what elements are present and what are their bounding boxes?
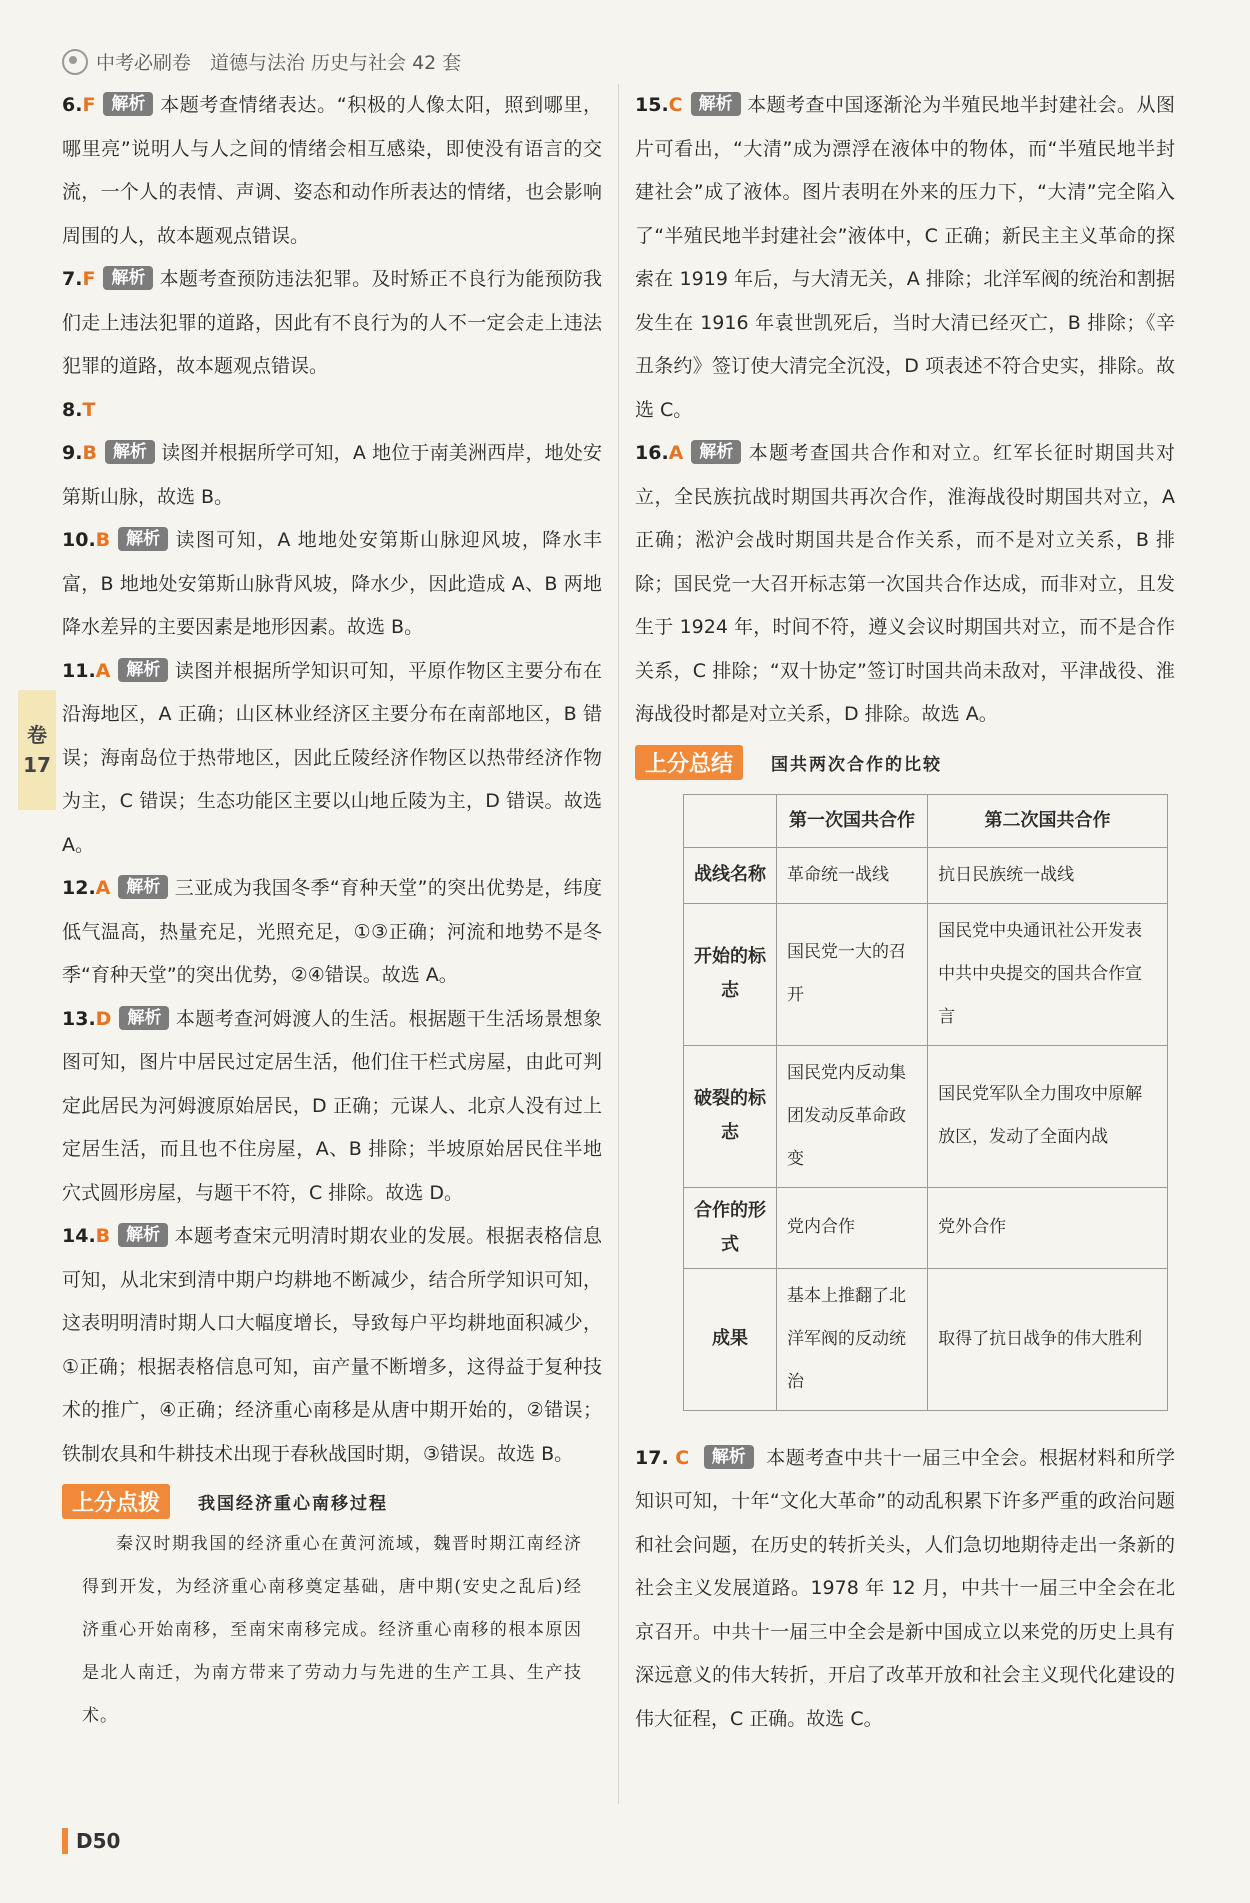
analysis-tag: 解析 bbox=[118, 527, 168, 551]
table-row bbox=[684, 1045, 1168, 1187]
analysis-text: 读图可知，A 地地处安第斯山脉迎风坡，降水丰富，B 地地处安第斯山脉背风坡，降水少，因此造成 A、B 两地降水差异的主要因素是地形因素。故选 B。 bbox=[62, 529, 602, 638]
answer-item bbox=[62, 1215, 602, 1476]
table-cell: 国民党军队全力围攻中原解放区，发动了全面内战 bbox=[928, 1045, 1168, 1187]
analysis-tag: 解析 bbox=[691, 440, 741, 464]
analysis-text: 本题考查国共合作和对立。红军长征时期国共对立，全民族抗战时期国共再次合作，淮海战役时期国共对立，A 正确；淞沪会战时期国共是合作关系，而不是对立关系，B 排除；国民党一大召开标志第一次国共合作达成，而非对立，且发生于 1924 年，时间不符，遵义会议时期国共对立，而不是合作关系，C 排除；“双十协定”签订时国共尚未敌对，平津战役、淮海战役时都是对立关系，D 排除。故选 A。 bbox=[635, 442, 1175, 725]
question-number: 17. bbox=[635, 1446, 669, 1469]
table-row bbox=[684, 847, 1168, 903]
box-heading: 我国经济重心南移过程 bbox=[198, 1494, 389, 1514]
left-column bbox=[62, 84, 602, 1738]
box-tag: 上分点拨 bbox=[62, 1484, 170, 1519]
answer-item bbox=[635, 1437, 1175, 1742]
analysis-text: 本题考查中共十一届三中全会。根据材料和所学知识可知，十年“文化大革命”的动乱积累下许多严重的政治问题和社会问题，在历史的转折关头，人们急切地期待走出一条新的社会主义发展道路。1978 年 12 月，中共十一届三中全会在北京召开。中共十一届三中全会是新中国成立以来党的历史上具有深远意义的伟大转折，开启了改革开放和社会主义现代化建设的伟大征程，C 正确。故选 C。 bbox=[635, 1446, 1175, 1730]
answer-item bbox=[62, 519, 602, 650]
table-cell: 取得了抗日战争的伟大胜利 bbox=[928, 1268, 1168, 1410]
answer-letter: A bbox=[668, 442, 684, 464]
page-header bbox=[62, 48, 461, 75]
answer-letter: D bbox=[95, 1007, 112, 1030]
table-row bbox=[684, 1187, 1168, 1268]
question-number: 12. bbox=[62, 877, 96, 899]
table-cell: 革命统一战线 bbox=[777, 847, 928, 903]
analysis-text: 读图并根据所学知识可知，平原作物区主要分布在沿海地区，A 正确；山区林业经济区主要分布在南部地区，B 错误；海南岛位于热带地区，因此丘陵经济作物区以热带经济作物为主，C 错误；生态功能区主要以山地丘陵为主，D 错误。故选 A。 bbox=[62, 659, 602, 856]
analysis-tag: 解析 bbox=[103, 92, 153, 116]
table-cell: 党内合作 bbox=[777, 1187, 928, 1268]
answer-letter: F bbox=[82, 268, 96, 290]
volume-tab-number: 17 bbox=[23, 753, 51, 777]
answer-letter: C bbox=[668, 94, 683, 116]
page-footer bbox=[62, 1828, 120, 1854]
analysis-tag: 解析 bbox=[118, 875, 168, 899]
answer-letter: B bbox=[95, 529, 111, 551]
answer-letter: C bbox=[675, 1446, 690, 1469]
question-number: 11. bbox=[62, 659, 96, 682]
row-header: 破裂的标志 bbox=[684, 1045, 777, 1187]
volume-tab bbox=[18, 690, 56, 810]
analysis-text: 三亚成为我国冬季“育种天堂”的突出优势是，纬度低气温高，热量充足，光照充足，①③正确；河流和地势不是冬季“育种天堂”的突出优势，②④错误。故选 A。 bbox=[62, 877, 602, 986]
row-header: 成果 bbox=[684, 1268, 777, 1410]
analysis-tag: 解析 bbox=[118, 1223, 168, 1247]
question-number: 14. bbox=[62, 1225, 96, 1247]
question-number: 15. bbox=[635, 94, 669, 116]
answer-letter: A bbox=[95, 877, 111, 899]
answer-item bbox=[62, 998, 602, 1216]
analysis-tag: 解析 bbox=[105, 440, 155, 464]
page-number: D50 bbox=[76, 1829, 121, 1853]
row-header: 合作的形式 bbox=[684, 1187, 777, 1268]
answer-letter: B bbox=[95, 1225, 111, 1247]
question-number: 10. bbox=[62, 529, 96, 551]
answer-item bbox=[635, 432, 1175, 737]
table-cell: 国民党一大的召开 bbox=[777, 903, 928, 1045]
analysis-text: 本题考查情绪表达。“积极的人像太阳，照到哪里，哪里亮”说明人与人之间的情绪会相互感染，即使没有语言的交流，一个人的表情、声调、姿态和动作所表达的情绪，也会影响周围的人，故本题观点错误。 bbox=[62, 94, 602, 247]
analysis-tag: 解析 bbox=[119, 1006, 169, 1030]
table-header: 第一次国共合作 bbox=[777, 794, 928, 847]
table-cell: 基本上推翻了北洋军阀的反动统治 bbox=[777, 1268, 928, 1410]
right-summary-box bbox=[635, 745, 1175, 1411]
answer-letter: F bbox=[82, 94, 96, 116]
comparison-table bbox=[683, 794, 1168, 1411]
header-title: 中考必刷卷 道德与法治 历史与社会 42 套 bbox=[96, 52, 462, 74]
answer-item bbox=[62, 650, 602, 868]
analysis-tag: 解析 bbox=[103, 266, 153, 290]
answer-letter: B bbox=[82, 442, 97, 464]
table-cell: 国民党中央通讯社公开发表中共中央提交的国共合作宣言 bbox=[928, 903, 1168, 1045]
answer-letter: A bbox=[95, 659, 111, 682]
answer-item bbox=[62, 389, 602, 433]
analysis-text: 本题考查预防违法犯罪。及时矫正不良行为能预防我们走上违法犯罪的道路，因此有不良行为的人不一定会走上违法犯罪的道路，故本题观点错误。 bbox=[62, 268, 602, 377]
right-column bbox=[635, 84, 1175, 1741]
question-number: 6. bbox=[62, 94, 83, 116]
column-divider bbox=[618, 84, 619, 1804]
answer-item bbox=[62, 867, 602, 998]
left-summary-box bbox=[62, 1484, 602, 1738]
row-header: 战线名称 bbox=[684, 847, 777, 903]
analysis-text: 读图并根据所学可知，A 地位于南美洲西岸，地处安第斯山脉，故选 B。 bbox=[62, 442, 602, 508]
volume-tab-label: 卷 bbox=[27, 723, 47, 747]
question-number: 9. bbox=[62, 442, 83, 464]
box-tag: 上分总结 bbox=[635, 745, 743, 780]
table-corner bbox=[684, 794, 777, 847]
analysis-text: 本题考查宋元明清时期农业的发展。根据表格信息可知，从北宋到清中期户均耕地不断减少，结合所学知识可知，这表明明清时期人口大幅度增长，导致每户平均耕地面积减少，①正确；根据表格信息可知，亩产量不断增多，这得益于复种技术的推广，④正确；经济重心南移是从唐中期开始的，②错误；铁制农具和牛耕技术出现于春秋战国时期，③错误。故选 B。 bbox=[62, 1225, 602, 1465]
question-number: 7. bbox=[62, 268, 83, 290]
analysis-tag: 解析 bbox=[691, 92, 741, 116]
question-number: 13. bbox=[62, 1007, 96, 1030]
analysis-text: 本题考查中国逐渐沦为半殖民地半封建社会。从图片可看出，“大清”成为漂浮在液体中的物体，而“半殖民地半封建社会”成了液体。图片表明在外来的压力下，“大清”完全陷入了“半殖民地半封建社会”液体中，C 正确；新民主主义革命的探索在 1919 年后，与大清无关，A 排除；北洋军阀的统治和割据发生在 1916 年袁世凯死后，当时大清已经灭亡，B 排除；《辛丑条约》签订使大清完全沉没，D 项表述不符合史实，排除。故选 C。 bbox=[635, 94, 1175, 421]
table-cell: 国民党内反动集团发动反革命政变 bbox=[777, 1045, 928, 1187]
table-row bbox=[684, 1268, 1168, 1410]
answer-item bbox=[62, 258, 602, 389]
analysis-text: 本题考查河姆渡人的生活。根据题干生活场景想象图可知，图片中居民过定居生活，他们住干栏式房屋，由此可判定此居民为河姆渡原始居民，D 正确；元谋人、北京人没有过上定居生活，而且也不住房屋，A、B 排除；半坡原始居民住半地穴式圆形房屋，与题干不符，C 排除。故选 D。 bbox=[62, 1007, 602, 1204]
footer-accent bbox=[62, 1828, 68, 1854]
analysis-tag: 解析 bbox=[704, 1445, 754, 1469]
question-number: 8. bbox=[62, 398, 83, 421]
answer-item bbox=[635, 84, 1175, 432]
table-cell: 党外合作 bbox=[928, 1187, 1168, 1268]
table-row bbox=[684, 903, 1168, 1045]
table-cell: 抗日民族统一战线 bbox=[928, 847, 1168, 903]
row-header: 开始的标志 bbox=[684, 903, 777, 1045]
answer-item bbox=[62, 84, 602, 258]
table-header: 第二次国共合作 bbox=[928, 794, 1168, 847]
question-number: 16. bbox=[635, 442, 669, 464]
answer-letter: T bbox=[82, 398, 96, 421]
box-text: 秦汉时期我国的经济重心在黄河流域，魏晋时期江南经济得到开发，为经济重心南移奠定基础，唐中期(安史之乱后)经济重心开始南移，至南宋南移完成。经济重心南移的根本原因是北人南迁，为南方带来了劳动力与先进的生产工具、生产技术。 bbox=[82, 1534, 582, 1726]
box-heading: 国共两次合作的比较 bbox=[771, 754, 943, 775]
answer-item bbox=[62, 432, 602, 519]
book-logo-icon bbox=[62, 49, 88, 75]
analysis-tag: 解析 bbox=[118, 658, 168, 682]
